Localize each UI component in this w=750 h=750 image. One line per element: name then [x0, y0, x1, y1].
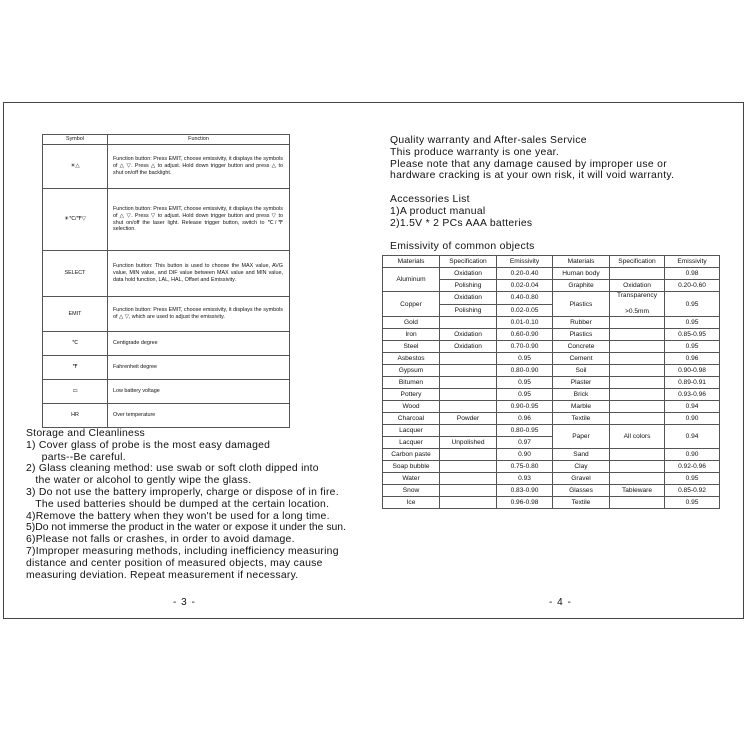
symbol-function-table	[42, 134, 290, 428]
warranty-title: Quality warranty and After-sales Service	[390, 135, 587, 146]
table-cell: 0.70-0.90	[497, 341, 553, 353]
symbol-hr: HR	[43, 404, 108, 428]
table-cell	[610, 389, 665, 401]
storage-line: 5)Do not immerse the product in the water or expose it under the sun.	[26, 522, 346, 534]
table-cell: 0.95	[665, 317, 720, 329]
table-cell: 0.98	[665, 268, 720, 280]
table-cell	[610, 268, 665, 280]
table-cell: Wood	[383, 401, 440, 413]
storage-title: Storage and Cleanliness	[26, 428, 145, 439]
table-cell: Bitumen	[383, 377, 440, 389]
table-cell: 0.01-0.10	[497, 317, 553, 329]
table-cell: Oxidation	[440, 268, 497, 280]
table-cell	[610, 377, 665, 389]
table-cell	[610, 473, 665, 485]
table-cell: Lacquer	[383, 437, 440, 449]
accessories-line: 1)A product manual	[390, 205, 486, 217]
table-cell: 0.90-0.95	[497, 401, 553, 413]
table-row	[43, 145, 290, 189]
storage-line: The used batteries should be dumped at the certain location.	[26, 498, 330, 510]
table-cell: Polishing	[440, 280, 497, 292]
table-cell: Asbestos	[383, 353, 440, 365]
table-cell: 0.95	[665, 341, 720, 353]
table-cell: Lacquer	[383, 425, 440, 437]
table-cell: 0.75-0.80	[497, 461, 553, 473]
accessories-line: 2)1.5V * 2 PCs AAA batteries	[390, 217, 533, 229]
table-cell: Textile	[553, 497, 610, 509]
table-cell: 0.89-0.91	[665, 377, 720, 389]
emissivity-table	[382, 255, 720, 509]
header-cell: Specification	[440, 256, 497, 268]
table-cell: 0.85-0.92	[665, 485, 720, 497]
table-cell: 0.95	[665, 497, 720, 509]
header-cell: Emissivity	[497, 256, 553, 268]
storage-line: 1) Cover glass of probe is the most easy damaged	[26, 439, 271, 451]
table-cell: Cement	[553, 353, 610, 365]
table-row	[43, 251, 290, 297]
table-row	[383, 329, 720, 341]
table-row	[43, 356, 290, 380]
table-cell	[610, 317, 665, 329]
page-number-left: - 3 -	[173, 597, 196, 608]
table-cell	[440, 353, 497, 365]
table-row	[383, 485, 720, 497]
table-cell: Snow	[383, 485, 440, 497]
table-cell: 0.90	[665, 449, 720, 461]
table-cell: 0.95	[497, 389, 553, 401]
table-cell	[440, 461, 497, 473]
table-cell: Gypsum	[383, 365, 440, 377]
table-cell: Polishing	[440, 304, 497, 317]
emissivity-title: Emissivity of common objects	[390, 240, 535, 252]
storage-section	[26, 428, 356, 581]
table-row	[383, 401, 720, 413]
table-row	[383, 413, 720, 425]
storage-line: 3) Do not use the battery improperly, charge or dispose of in fire.	[26, 486, 339, 498]
symbol-fahrenheit: ℉	[43, 356, 108, 380]
table-row	[383, 377, 720, 389]
table-cell: Textile	[553, 413, 610, 425]
storage-line: parts--Be careful.	[26, 451, 126, 463]
table-row	[383, 353, 720, 365]
thickness-label: >0.5mm	[624, 308, 649, 315]
table-cell: Oxidation	[440, 329, 497, 341]
symbol-select: SELECT	[43, 251, 108, 297]
table-cell: Graphite	[553, 280, 610, 292]
table-cell	[440, 317, 497, 329]
table-cell: 0.02-0.05	[497, 304, 553, 317]
table-cell: 0.96	[497, 413, 553, 425]
table-row	[383, 268, 720, 280]
symbol-emit: EMIT	[43, 297, 108, 332]
table-cell: Sand	[553, 449, 610, 461]
table-cell: 0.80-0.95	[497, 425, 553, 437]
table-cell	[440, 401, 497, 413]
table-cell: 0.40-0.80	[497, 292, 553, 305]
table-cell: Charcoal	[383, 413, 440, 425]
symbol-light-up: ☀△	[43, 145, 108, 189]
table-cell: Iron	[383, 329, 440, 341]
table-cell: Marble	[553, 401, 610, 413]
table-cell	[610, 353, 665, 365]
table-cell	[610, 461, 665, 473]
table-cell: Plastics	[553, 292, 610, 317]
warranty-line: Please note that any damage caused by improper use or	[390, 158, 667, 170]
table-cell: 0.60-0.90	[497, 329, 553, 341]
table-cell: 0.90-0.98	[665, 365, 720, 377]
table-cell	[440, 365, 497, 377]
function-text: Function button: Press EMIT, choose emissivity, it displays the symbols of △ ▽. Press △ to adjust. Hold down trigger button and press △ to shut on/off the backlight.	[108, 145, 290, 189]
warranty-line: This produce warranty is one year.	[390, 146, 560, 158]
table-cell: Human body	[553, 268, 610, 280]
table-cell: Carbon paste	[383, 449, 440, 461]
table-cell: Concrete	[553, 341, 610, 353]
table-row	[43, 189, 290, 251]
function-text: Centigrade degree	[108, 332, 290, 356]
table-cell: 0.85-0.95	[665, 329, 720, 341]
table-cell: Plastics	[553, 329, 610, 341]
table-cell: Rubber	[553, 317, 610, 329]
table-row	[383, 473, 720, 485]
table-row	[383, 497, 720, 509]
function-text: Function button: Press EMIT, choose emissivity, it displays the symbols of △ ▽, which are used to adjust the emissivity.	[108, 297, 290, 332]
table-cell	[440, 389, 497, 401]
table-cell: Pottery	[383, 389, 440, 401]
header-cell: Specification	[610, 256, 665, 268]
table-cell	[440, 377, 497, 389]
table-cell: 0.20-0.40	[497, 268, 553, 280]
table-cell: Clay	[553, 461, 610, 473]
symbol-laser-down: ☀℃/℉▽	[43, 189, 108, 251]
table-cell: Brick	[553, 389, 610, 401]
function-text: Function button: This button is used to choose the MAX value, AVG value, MIN value, and DIF value between MAX value and MIN value, data hold function, LAL, HAL, Offset and Emissivity.	[108, 251, 290, 297]
storage-line: distance and center position of measured objects, may cause	[26, 557, 323, 569]
table-cell: 0.94	[665, 425, 720, 449]
table-cell	[610, 401, 665, 413]
header-cell: Emissivity	[665, 256, 720, 268]
header-cell: Materials	[383, 256, 440, 268]
function-text: Function button: Press EMIT, choose emissivity, it displays the symbols of △ ▽. Press ▽ to adjust. Hold down trigger button and press ▽ to shut on/off the laser light. Release trigger button, switch to ℃/℉ selection.	[108, 189, 290, 251]
storage-line: 4)Remove the battery when they won't be used for a long time.	[26, 510, 330, 522]
table-row	[383, 365, 720, 377]
table-cell	[610, 341, 665, 353]
table-cell: Powder	[440, 413, 497, 425]
table-cell	[440, 425, 497, 437]
table-cell: 0.92-0.96	[665, 461, 720, 473]
table-row	[383, 425, 720, 437]
table-row	[383, 292, 720, 305]
table-cell: 0.93-0.96	[665, 389, 720, 401]
storage-line: the water or alcohol to gently wipe the glass.	[26, 475, 252, 487]
header-symbol: Symbol	[43, 135, 108, 145]
header-cell: Materials	[553, 256, 610, 268]
table-cell: 0.97	[497, 437, 553, 449]
table-row	[383, 341, 720, 353]
table-cell: Oxidation	[440, 292, 497, 305]
table-cell: Oxidation	[440, 341, 497, 353]
table-cell: 0.90	[497, 449, 553, 461]
transparency-label: Transparency	[616, 292, 658, 299]
table-cell: 0.95	[665, 473, 720, 485]
table-row	[43, 380, 290, 404]
page-number-right: - 4 -	[549, 597, 572, 608]
table-cell: 0.90	[665, 413, 720, 425]
table-row	[383, 449, 720, 461]
table-cell: 0.94	[665, 401, 720, 413]
warranty-line: hardware cracking is at your own risk, it will void warranty.	[390, 170, 675, 182]
table-cell	[440, 449, 497, 461]
table-cell: 0.96	[665, 353, 720, 365]
storage-line: measuring deviation. Repeat measurement if necessary.	[26, 569, 299, 581]
table-cell	[610, 497, 665, 509]
table-cell: 0.95	[497, 377, 553, 389]
table-cell: Gravel	[553, 473, 610, 485]
header-function: Function	[108, 135, 290, 145]
table-cell: Steel	[383, 341, 440, 353]
function-text: Low battery voltage	[108, 380, 290, 404]
table-cell: Soil	[553, 365, 610, 377]
function-text: Fahrenheit degree	[108, 356, 290, 380]
table-cell: 0.83-0.90	[497, 485, 553, 497]
table-cell: 0.20-0.60	[665, 280, 720, 292]
table-cell: Oxidation	[610, 280, 665, 292]
table-cell	[610, 413, 665, 425]
table-cell: Paper	[553, 425, 610, 449]
symbol-celsius: ℃	[43, 332, 108, 356]
battery-icon: ▭	[43, 380, 108, 404]
table-cell: 0.96-0.98	[497, 497, 553, 509]
table-cell: All colors	[610, 425, 665, 449]
table-cell: Water	[383, 473, 440, 485]
table-row	[383, 461, 720, 473]
table-cell	[610, 449, 665, 461]
storage-line: 2) Glass cleaning method: use swab or soft cloth dipped into	[26, 463, 319, 475]
table-cell: 0.93	[497, 473, 553, 485]
accessories-title: Accessories List	[390, 194, 470, 206]
table-cell	[610, 292, 665, 317]
table-cell	[610, 329, 665, 341]
table-row	[383, 317, 720, 329]
table-row	[43, 297, 290, 332]
function-text: Over temperature	[108, 404, 290, 428]
table-cell: 0.95	[665, 292, 720, 317]
table-cell: Glasses	[553, 485, 610, 497]
table-cell: Unpolished	[440, 437, 497, 449]
table-cell: Tableware	[610, 485, 665, 497]
table-cell	[440, 485, 497, 497]
storage-line: 7)Improper measuring methods, including inefficiency measuring	[26, 545, 339, 557]
table-cell: 0.95	[497, 353, 553, 365]
table-cell	[610, 365, 665, 377]
table-cell: 0.02-0.04	[497, 280, 553, 292]
table-cell: Gold	[383, 317, 440, 329]
table-cell: Soap bubble	[383, 461, 440, 473]
table-cell: 0.80-0.90	[497, 365, 553, 377]
table-cell	[440, 473, 497, 485]
table-row	[43, 332, 290, 356]
table-row	[43, 404, 290, 428]
table-cell: Plaster	[553, 377, 610, 389]
table-row	[383, 389, 720, 401]
table-cell	[440, 497, 497, 509]
table-row	[383, 256, 720, 268]
table-cell: Ice	[383, 497, 440, 509]
right-text	[390, 135, 730, 252]
table-cell: Aluminum	[383, 268, 440, 292]
storage-line: 6)Please not falls or crashes, in order to avoid damage.	[26, 534, 295, 546]
table-cell: Copper	[383, 292, 440, 317]
